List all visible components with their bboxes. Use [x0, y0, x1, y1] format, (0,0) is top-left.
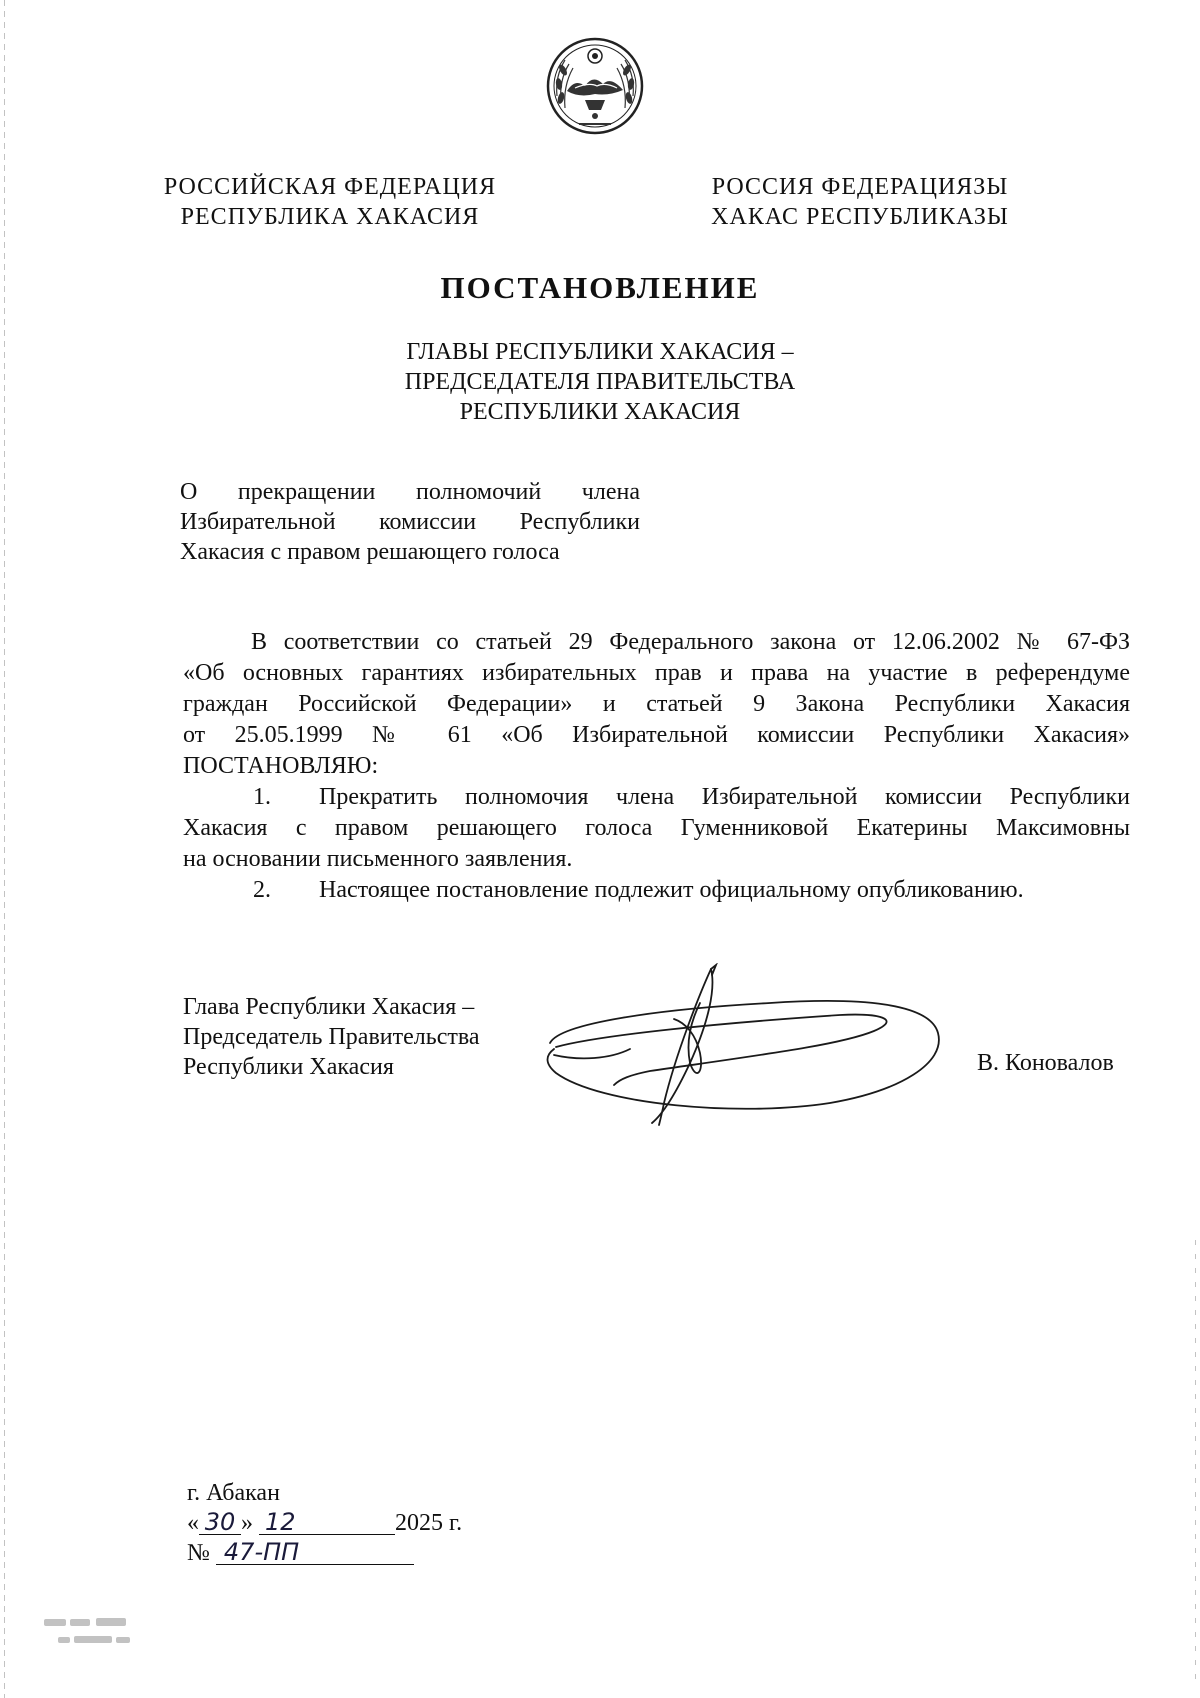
document-title: ПОСТАНОВЛЕНИЕ [440, 270, 760, 305]
signer-position-line-1: Глава Республики Хакасия – [183, 994, 475, 1020]
document-body [183, 627, 1130, 906]
document-subject [180, 477, 640, 567]
executor-stamp-faint [44, 1615, 154, 1651]
preamble-line-2: «Об основных гарантиях избирательных прав и права на участие в референдуме [183, 660, 1130, 686]
item-1-text: Прекратить полномочия члена Избирательной комиссии Республики [319, 784, 1130, 810]
header-left [160, 172, 500, 232]
signer-position [183, 992, 480, 1082]
preamble-line-5: ПОСТАНОВЛЯЮ: [183, 753, 379, 779]
document-number [187, 1538, 462, 1568]
preamble-line-3: граждан Российской Федерации» и статьей 9 Закона Республики Хакасия [183, 691, 1130, 717]
preamble-line-4: от 25.05.1999 № 61 «Об Избирательной комиссии Республики Хакасия» [183, 722, 1130, 748]
document-date: « 30 » 12 2025 г. [187, 1508, 463, 1536]
subtitle-line-3: РЕСПУБЛИКИ ХАКАСИЯ [459, 399, 741, 425]
item-1-number: 1. [253, 784, 271, 810]
preamble-line-1: В соответствии со статьей 29 Федерального закона от 12.06.2002 № 67-ФЗ [251, 629, 1130, 655]
subtitle-line-1: ГЛАВЫ РЕСПУБЛИКИ ХАКАСИЯ – [406, 339, 794, 365]
item-2-text: Настоящее постановление подлежит официальному опубликованию. [319, 877, 1024, 903]
number-label: № [187, 1540, 210, 1566]
header-right [700, 172, 1020, 232]
document-requisites [187, 1478, 462, 1568]
scan-edge-left [4, 0, 5, 1698]
item-1-line-1 [183, 782, 1130, 813]
subject-line-1: О прекращении полномочий члена [180, 479, 640, 505]
item-2-number: 2. [253, 877, 271, 903]
subject-line-3: Хакасия с правом решающего голоса [180, 539, 560, 565]
date-month: 12 [259, 1510, 395, 1535]
header-right-line-1: РОССИЯ ФЕДЕРАЦИЯЗЫ [711, 174, 1009, 200]
item-1-line-2: Хакасия с правом решающего голоса Гуменниковой Екатерины Максимовны [183, 815, 1130, 841]
header-left-line-1: РОССИЙСКАЯ ФЕДЕРАЦИЯ [163, 174, 497, 200]
date-year: 2025 г. [395, 1510, 463, 1536]
scan-edge-right [1195, 1240, 1196, 1680]
handwritten-signature [540, 963, 960, 1145]
item-2-line-1 [183, 875, 1130, 906]
signer-position-line-2: Председатель Правительства [183, 1024, 480, 1050]
signer-position-line-3: Республики Хакасия [183, 1054, 394, 1080]
header-right-line-2: ХАКАС РЕСПУБЛИКАЗЫ [711, 204, 1009, 230]
city: г. Абакан [187, 1480, 280, 1506]
header-left-line-2: РЕСПУБЛИКА ХАКАСИЯ [180, 204, 480, 230]
date-day: 30 [199, 1510, 241, 1535]
signer-name: В. Коновалов [977, 1050, 1114, 1076]
subject-line-2: Избирательной комиссии Республики [180, 509, 640, 535]
document-subtitle [0, 337, 1200, 427]
item-1-line-3: на основании письменного заявления. [183, 846, 573, 872]
number-value: 47-ПП [216, 1540, 414, 1565]
khakassia-coat-of-arms-icon [545, 36, 645, 136]
subtitle-line-2: ПРЕДСЕДАТЕЛЯ ПРАВИТЕЛЬСТВА [404, 369, 796, 395]
